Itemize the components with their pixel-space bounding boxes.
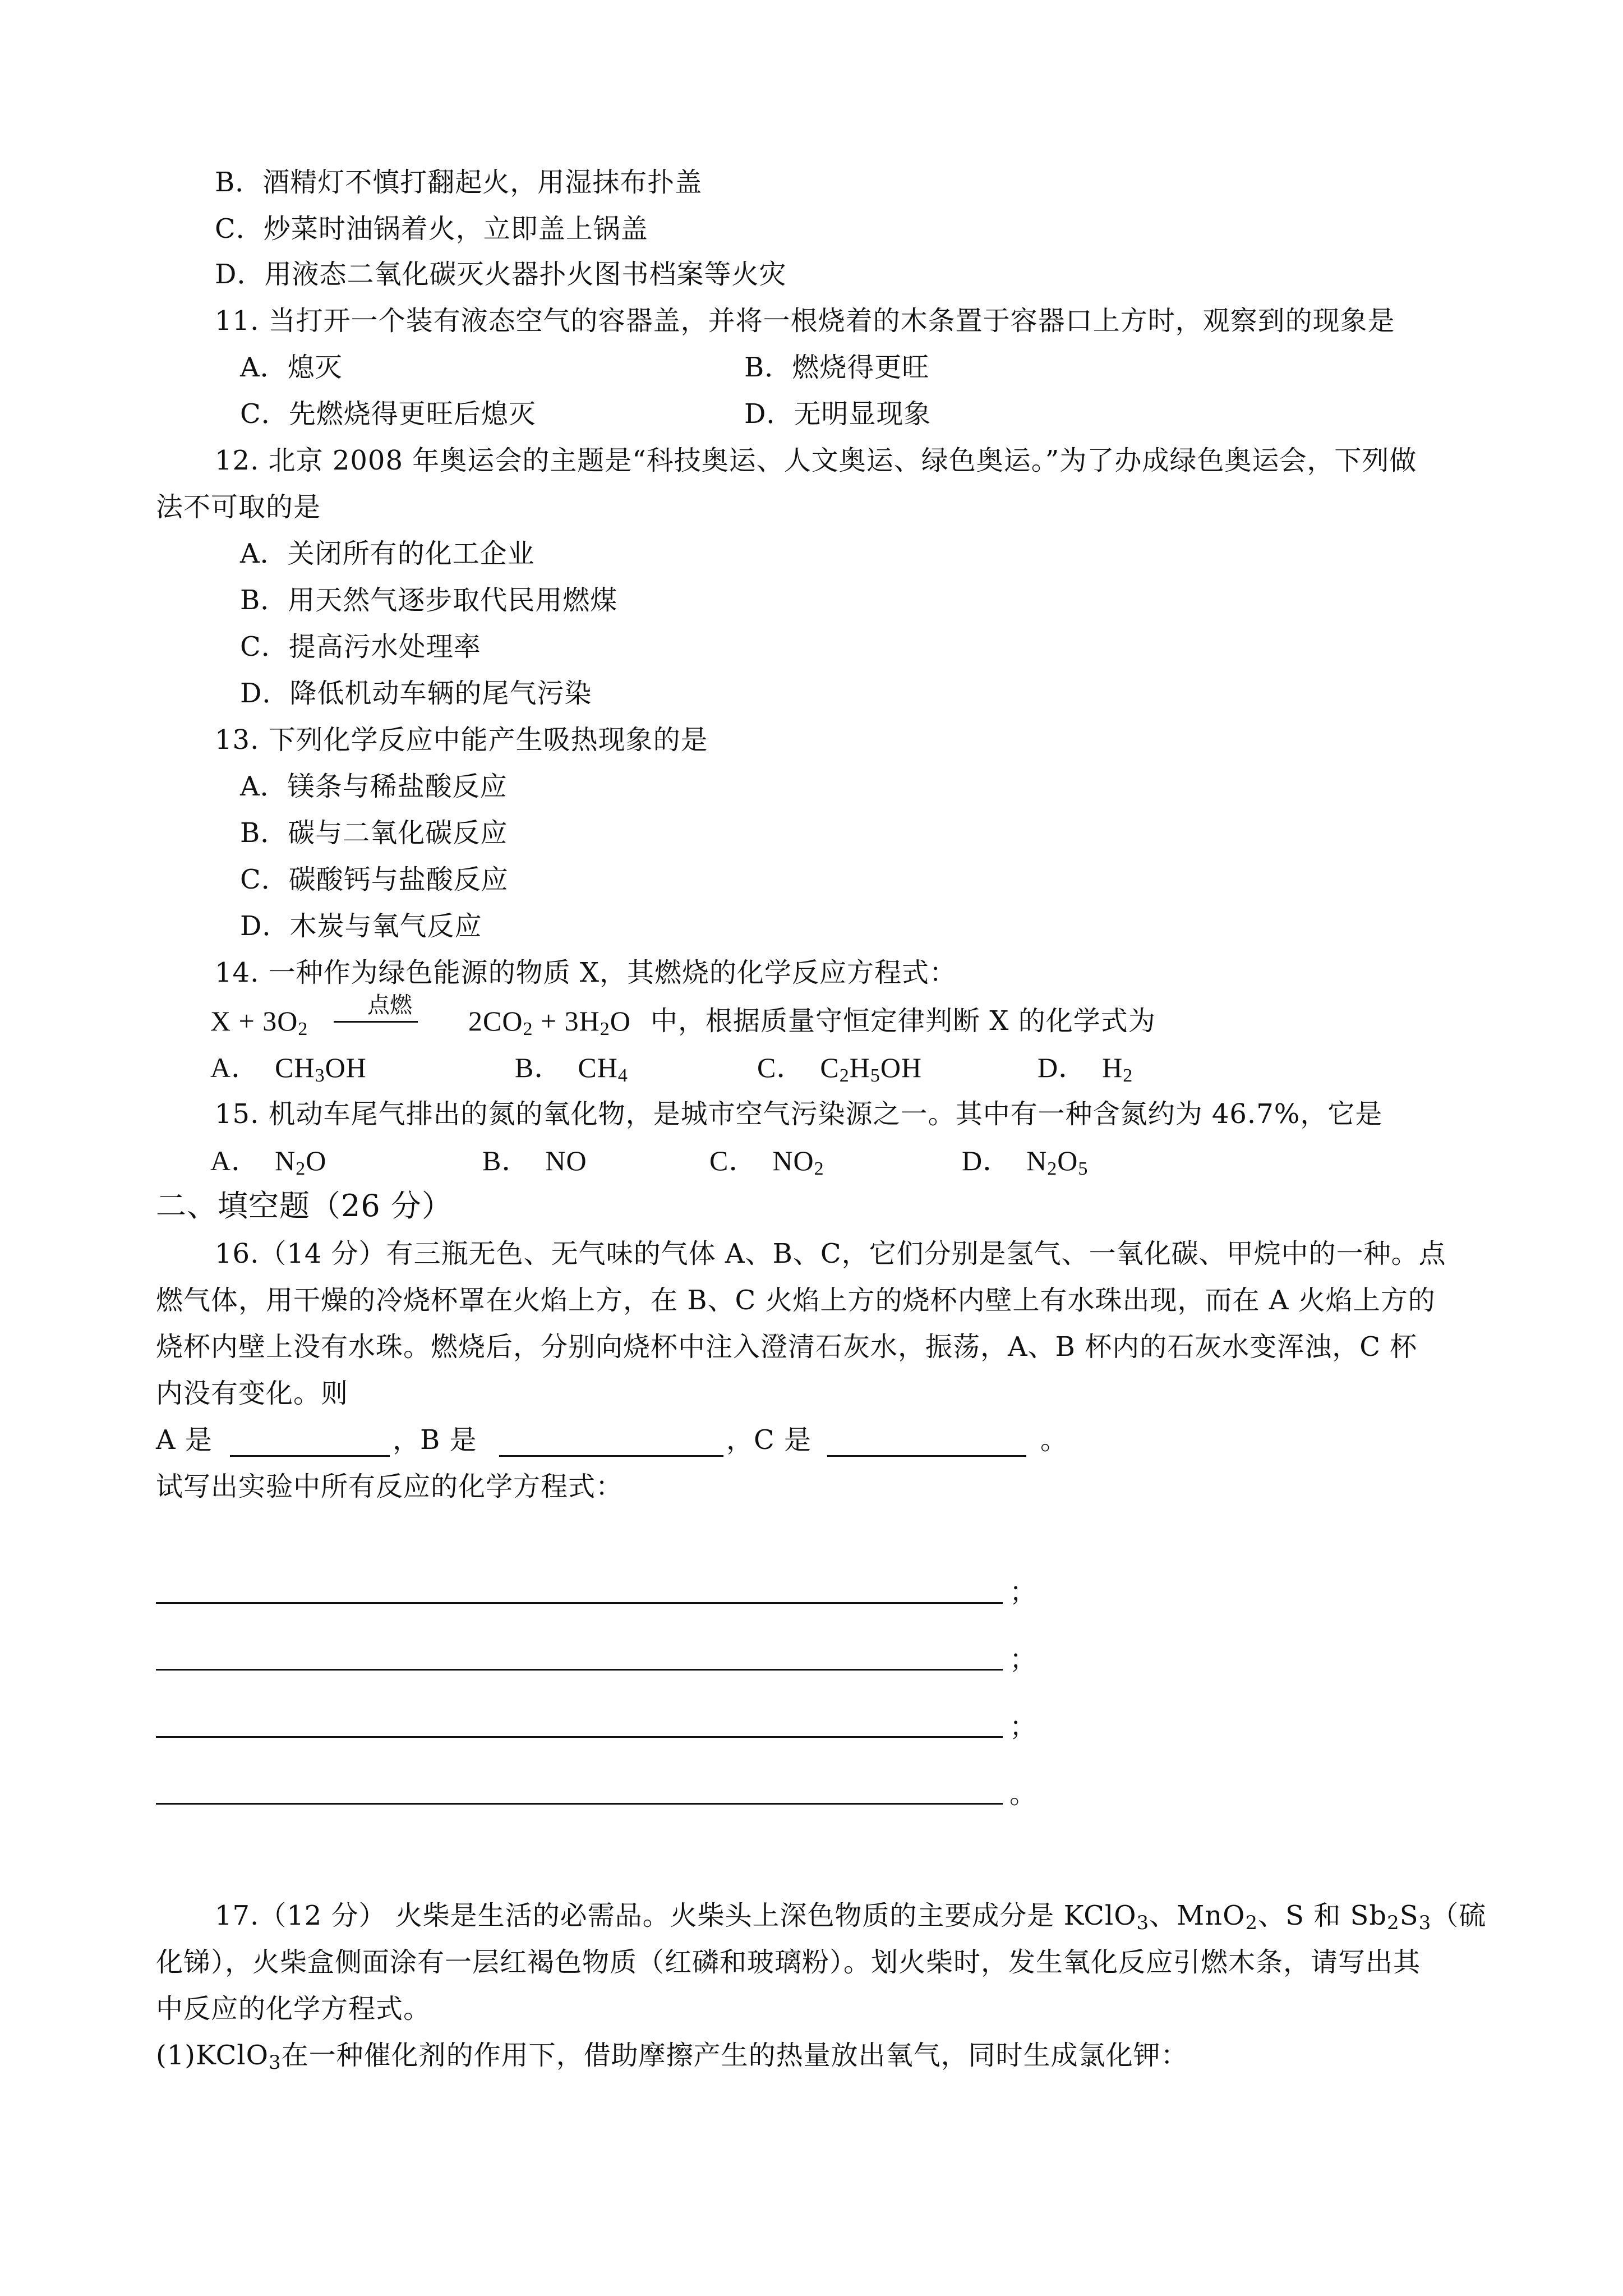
- q16-a-answer-blank[interactable]: [230, 1455, 390, 1457]
- q15-stem: 15. 机动车尾气排出的氮的氧化物，是城市空气污染源之一。其中有一种含氮约为 46.7%，它是: [215, 1098, 1383, 1130]
- q13-option-b: B．碳与二氧化碳反应: [240, 817, 508, 849]
- q11-option-a: A．熄灭: [240, 352, 343, 383]
- q15-option-c: C． $NO_2$: [709, 1145, 824, 1179]
- q14-equation-tail: 中，根据质量守恒定律判断 X 的化学式为: [651, 1005, 1156, 1037]
- q16-equation-end-2: ；: [1009, 1644, 1038, 1675]
- q11-option-c: C．先燃烧得更旺后熄灭: [240, 398, 536, 430]
- q13-option-d: D．木炭与氧气反应: [240, 910, 482, 942]
- q15-option-b: B． NO: [482, 1145, 587, 1176]
- q14-reaction-arrow-line: [334, 1021, 418, 1023]
- q16-text-line4: 内没有变化。则: [156, 1378, 349, 1409]
- q17-text-line1: 17.（12 分） 火柴是生活的必需品。火柴头上深色物质的主要成分是 KClO$_3$、MnO$_2$、S 和 $Sb_2S_3$（硫: [215, 1900, 1487, 1934]
- q12-option-a: A．关闭所有的化工企业: [240, 538, 535, 569]
- q16-instruction: 试写出实验中所有反应的化学方程式：: [156, 1471, 624, 1502]
- q16-equation-blank-2[interactable]: [156, 1669, 1003, 1671]
- q12-option-c: C．提高污水处理率: [240, 631, 481, 662]
- q15-option-d: D． $N_2O_5$: [962, 1145, 1089, 1179]
- q12-stem-line2: 法不可取的是: [156, 491, 321, 523]
- q14-option-a: A． $CH_3OH$: [210, 1052, 367, 1086]
- q14-option-c: C． $C_2H_5OH$: [757, 1052, 923, 1086]
- q11-stem: 11. 当打开一个装有液态空气的容器盖，并将一根烧着的木条置于容器口上方时，观察到的现象是: [215, 305, 1395, 337]
- q17-text-line2: 化锑），火柴盒侧面涂有一层红褐色物质（红磷和玻璃粉）。划火柴时，发生氧化反应引燃木条，请写出其: [156, 1947, 1421, 1978]
- q12-option-d: D．降低机动车辆的尾气污染: [240, 678, 592, 709]
- q16-b-label: ，B 是: [393, 1424, 477, 1456]
- q14-equation-left: $X + 3O_2$: [210, 1005, 308, 1039]
- q16-c-answer-blank[interactable]: [827, 1455, 1026, 1457]
- q16-text-line2: 燃气体，用干燥的冷烧杯罩在火焰上方，在 B、C 火焰上方的烧杯内壁上有水珠出现，而在 A 火焰上方的: [156, 1285, 1436, 1316]
- q16-a-label: A 是: [156, 1424, 213, 1456]
- q10-option-d: D．用液态二氧化碳灭火器扑火图书档案等火灾: [215, 259, 787, 290]
- section-heading-fill-in: 二、填空题（26 分）: [156, 1188, 453, 1223]
- q14-option-d: D． $H_2$: [1038, 1052, 1133, 1086]
- q12-option-b: B．用天然气逐步取代民用燃煤: [240, 585, 618, 616]
- q14-equation-right: $2CO_2 + 3H_2O$: [468, 1005, 631, 1039]
- q17-text-line3: 中反应的化学方程式。: [156, 1993, 431, 2024]
- q12-stem-line1: 12. 北京 2008 年奥运会的主题是“科技奥运、人文奥运、绿色奥运。”为了办成绿色奥运会，下列做: [215, 445, 1417, 476]
- q16-b-answer-blank[interactable]: [499, 1455, 723, 1457]
- q10-option-c: C．炒菜时油锅着火，立即盖上锅盖: [215, 213, 648, 245]
- q16-equation-blank-4[interactable]: [156, 1803, 1003, 1805]
- q15-option-a: A． $N_2O$: [210, 1145, 327, 1179]
- q11-option-b: B．燃烧得更旺: [744, 352, 930, 383]
- q16-end-mark: 。: [1040, 1424, 1068, 1456]
- q14-stem: 14. 一种作为绿色能源的物质 X，其燃烧的化学反应方程式：: [215, 957, 957, 988]
- q16-equation-end-3: ；: [1009, 1711, 1038, 1742]
- q14-reaction-condition: 点燃: [367, 992, 412, 1018]
- q10-option-b: B．酒精灯不慎打翻起火，用湿抹布扑盖: [215, 167, 703, 198]
- q13-option-c: C．碳酸钙与盐酸反应: [240, 864, 509, 895]
- q13-option-a: A．镁条与稀盐酸反应: [240, 771, 508, 802]
- q16-equation-end-1: ；: [1009, 1576, 1038, 1608]
- q11-option-d: D．无明显现象: [744, 398, 932, 430]
- q16-equation-blank-1[interactable]: [156, 1602, 1003, 1604]
- q16-c-label: ，C 是: [726, 1424, 811, 1456]
- q17-sub-question-1: (1)KClO$_3$在一种催化剂的作用下，借助摩擦产生的热量放出氧气，同时生成氯化钾：: [156, 2040, 1188, 2074]
- q16-equation-blank-3[interactable]: [156, 1736, 1003, 1738]
- q14-option-b: B． $CH_4$: [515, 1052, 628, 1086]
- q16-text-line3: 烧杯内壁上没有水珠。燃烧后，分别向烧杯中注入澄清石灰水，振荡，A、B 杯内的石灰水变浑浊，C 杯: [156, 1331, 1418, 1363]
- q13-stem: 13. 下列化学反应中能产生吸热现象的是: [215, 724, 708, 756]
- q16-equation-end-4: 。: [1009, 1778, 1038, 1810]
- q16-text-line1: 16.（14 分）有三瓶无色、无气味的气体 A、B、C，它们分别是氢气、一氧化碳、甲烷中的一种。点: [215, 1238, 1446, 1269]
